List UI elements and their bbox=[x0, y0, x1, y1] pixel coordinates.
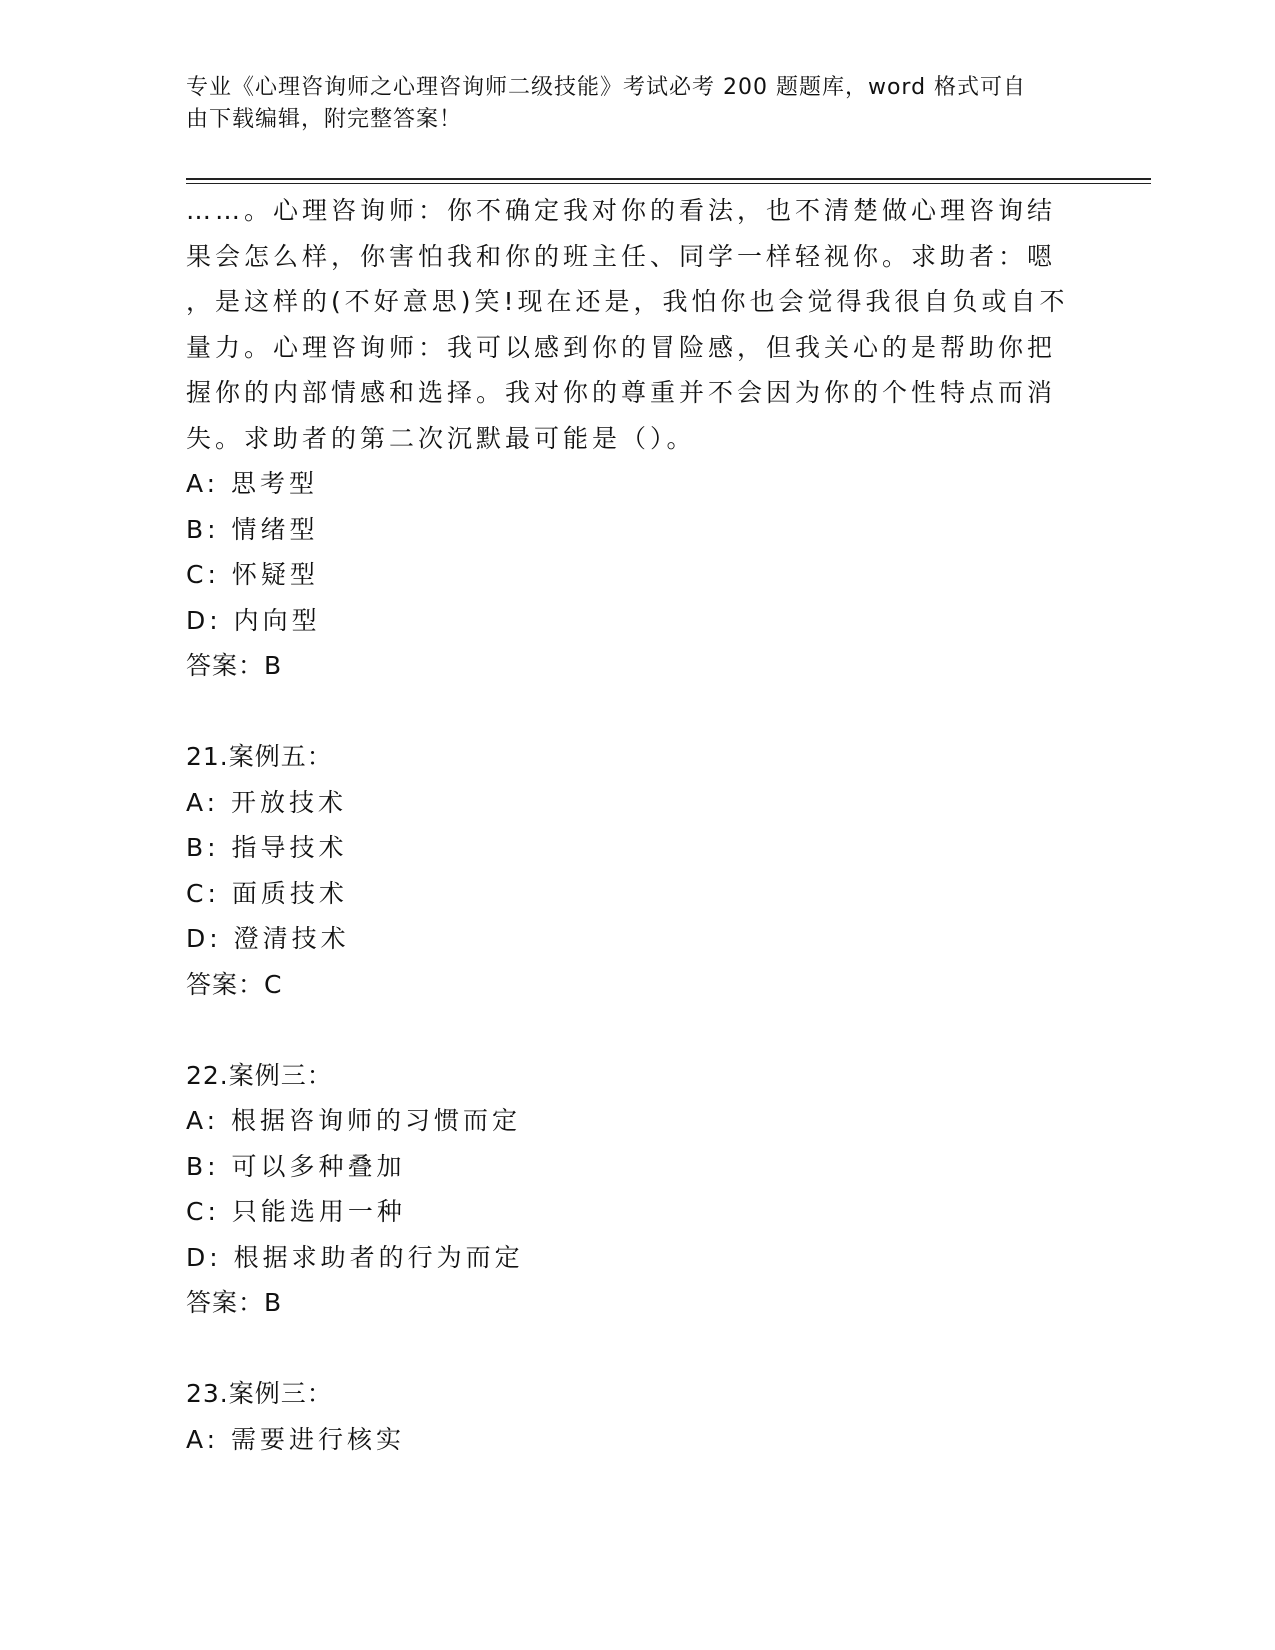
spacer bbox=[186, 1007, 1076, 1053]
question-23-option-a: A: 需要进行核实 bbox=[186, 1424, 406, 1454]
question-23 bbox=[186, 1371, 1076, 1462]
question-20-option-c: C: 怀疑型 bbox=[186, 560, 319, 589]
question-20-text-line-1: ……。心理咨询师：你不确定我对你的看法，也不清楚做心理咨询结 bbox=[186, 196, 1057, 225]
question-20-option-b: B: 情绪型 bbox=[186, 514, 319, 544]
question-20-option-d: D: 内向型 bbox=[186, 605, 321, 635]
question-20-text-line-3: ，是这样的(不好意思)笑!现在还是，我怕你也会觉得我很自负或自不 bbox=[186, 287, 1069, 316]
question-22-stem: 22.案例三： bbox=[186, 1060, 333, 1090]
question-21-stem: 21.案例五： bbox=[186, 742, 333, 771]
question-20-text-line-2: 果会怎么样，你害怕我和你的班主任、同学一样轻视你。求助者：嗯 bbox=[186, 241, 1057, 271]
document-header bbox=[186, 72, 1066, 136]
question-20-text-line-5: 握你的内部情感和选择。我对你的尊重并不会因为你的个性特点而消 bbox=[186, 378, 1057, 407]
header-intro-line-1: 专业《心理咨询师之心理咨询师二级技能》考试必考 200 题题库，word 格式可自 bbox=[186, 75, 1027, 100]
question-21 bbox=[186, 734, 1076, 1007]
document-body bbox=[186, 188, 1076, 1462]
question-22-answer: 答案：B bbox=[186, 1288, 283, 1317]
question-20-text-line-4: 量力。心理咨询师：我可以感到你的冒险感，但我关心的是帮助你把 bbox=[186, 332, 1057, 362]
spacer bbox=[186, 1326, 1076, 1372]
header-divider-thick bbox=[186, 178, 1151, 180]
question-20 bbox=[186, 188, 1076, 689]
question-21-option-a: A: 开放技术 bbox=[186, 787, 348, 817]
question-22 bbox=[186, 1053, 1076, 1326]
question-21-answer: 答案：C bbox=[186, 969, 283, 999]
question-21-option-d: D: 澄清技术 bbox=[186, 924, 350, 953]
question-20-text-line-6: 失。求助者的第二次沉默最可能是（）。 bbox=[186, 423, 696, 453]
question-20-option-a: A: 思考型 bbox=[186, 469, 319, 498]
question-23-stem: 23.案例三： bbox=[186, 1379, 333, 1408]
question-20-answer: 答案：B bbox=[186, 651, 283, 680]
header-divider-thin bbox=[186, 183, 1151, 184]
question-21-option-c: C: 面质技术 bbox=[186, 878, 348, 908]
question-22-option-c: C: 只能选用一种 bbox=[186, 1197, 406, 1226]
question-21-option-b: B: 指导技术 bbox=[186, 833, 348, 862]
question-22-option-b: B: 可以多种叠加 bbox=[186, 1151, 406, 1181]
header-intro-line-2: 由下载编辑，附完整答案！ bbox=[186, 107, 463, 132]
question-22-option-a: A: 根据咨询师的习惯而定 bbox=[186, 1106, 522, 1135]
question-22-option-d: D: 根据求助者的行为而定 bbox=[186, 1242, 524, 1272]
spacer bbox=[186, 689, 1076, 735]
